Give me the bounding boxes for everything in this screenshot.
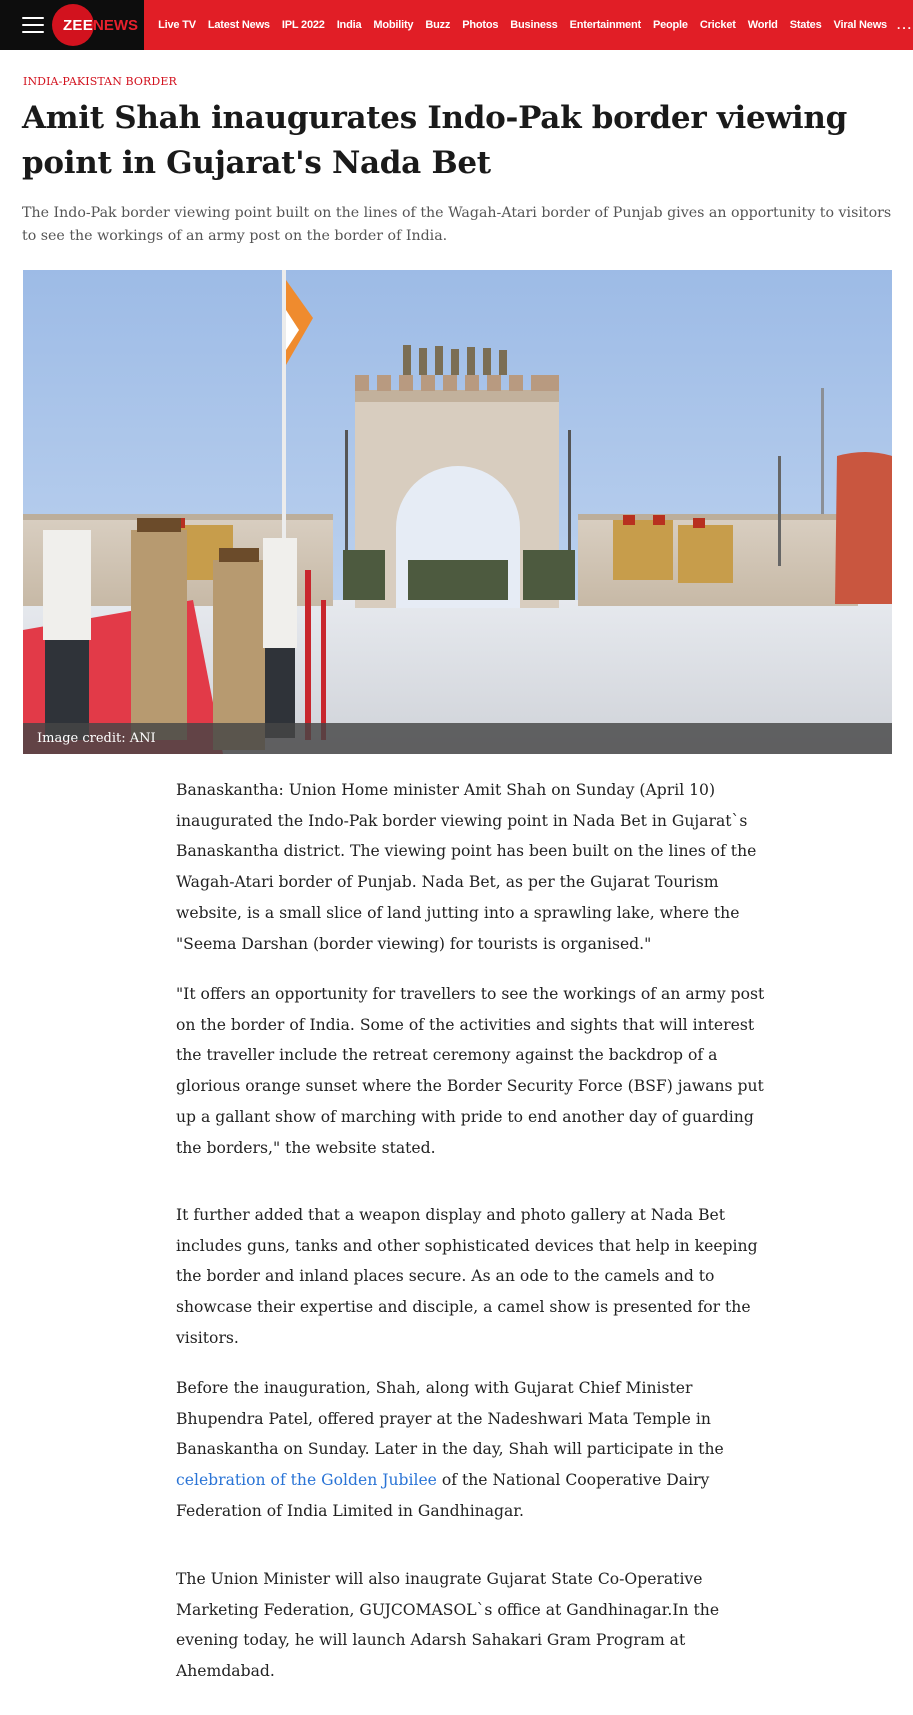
nav-item-latest-news[interactable]: Latest News <box>207 19 270 31</box>
image-caption: Image credit: ANI <box>37 731 156 746</box>
article-paragraph-4 <box>176 1373 766 1527</box>
nav-item-buzz[interactable]: Buzz <box>425 19 451 31</box>
border-ceremony-illustration <box>23 270 892 754</box>
article-paragraph-2: "It offers an opportunity for travellers to see the workings of an army post on the border of India. Some of the activities and sights that will interest the traveller include the retreat ceremony against the backdrop of a glorious orange sunset where the Border Security Force (BSF) jawans put up a gallant show of marching with pride to end another day of guarding the borders," the website stated. <box>176 985 765 1157</box>
nav-item-ipl-2022[interactable]: IPL 2022 <box>281 19 325 31</box>
site-header <box>0 0 913 50</box>
nav-item-world[interactable]: World <box>747 19 778 31</box>
hamburger-menu-icon[interactable] <box>22 17 44 33</box>
zee-news-logo[interactable] <box>52 0 138 50</box>
main-nav <box>144 0 913 50</box>
nav-item-cricket[interactable]: Cricket <box>699 19 736 31</box>
header-brand-area <box>0 0 144 50</box>
nav-more-menu[interactable]: ... <box>896 18 913 32</box>
article-paragraph-1: Banaskantha: Union Home minister Amit Shah on Sunday (April 10) inaugurated the Indo-Pak border viewing point in Nada Bet in Gujarat`s Banaskantha district. The viewing point has been built on the lines of the Wagah-Atari border of Punjab. Nada Bet, as per the Gujarat Tourism website, is a small slice of land jutting into a sprawling lake, where the "Seema Darshan (border viewing) for tourists is organised." <box>176 781 757 953</box>
logo-news-text: NEWS <box>93 16 138 34</box>
nav-item-business[interactable]: Business <box>510 19 558 31</box>
logo-circle <box>52 4 94 46</box>
nav-item-entertainment[interactable]: Entertainment <box>569 19 641 31</box>
nav-item-live-tv[interactable]: Live TV <box>158 19 196 31</box>
article-paragraph-5: The Union Minister will also inaugrate Gujarat State Co-Operative Marketing Federation, GUJCOMASOL`s office at Gandhinagar.In the evening today, he will launch Adarsh Sahakari Gram Program at Ahemdabad. <box>176 1570 720 1681</box>
paragraph-4-tail: of the National Cooperative Dairy Federation of India Limited in Gandhinagar. <box>176 1471 710 1520</box>
nav-item-india[interactable]: India <box>336 19 362 31</box>
logo-zee-text: ZEE <box>62 16 94 34</box>
nav-item-states[interactable]: States <box>789 19 822 31</box>
article-summary: The Indo-Pak border viewing point built on the lines of the Wagah-Atari border of Punjab gives an opportunity to visitors to see the workings of an army post on the border of India. <box>22 205 892 244</box>
nav-item-viral-news[interactable]: Viral News <box>833 19 887 31</box>
nav-item-mobility[interactable]: Mobility <box>373 19 414 31</box>
image-caption-bar <box>23 723 892 754</box>
article-hero-image <box>23 270 892 754</box>
article-paragraph-3: It further added that a weapon display and photo gallery at Nada Bet includes guns, tanks and other sophisticated devices that help in keeping the border and inland places secure. As an ode to the camels and to showcase their expertise and disciple, a camel show is presented for the visitors. <box>176 1206 758 1347</box>
paragraph-4-lead: Before the inauguration, Shah, along with Gujarat Chief Minister Bhupendra Patel, offered prayer at the Nadeshwari Mata Temple in Banaskantha on Sunday. Later in the day, Shah will participate in the <box>176 1379 724 1459</box>
nav-item-photos[interactable]: Photos <box>462 19 499 31</box>
golden-jubilee-link[interactable]: celebration of the Golden Jubilee <box>176 1471 437 1490</box>
article-title: Amit Shah inaugurates Indo-Pak border viewing point in Gujarat's Nada Bet <box>22 100 847 181</box>
article-category[interactable]: INDIA-PAKISTAN BORDER <box>23 75 177 88</box>
nav-item-people[interactable]: People <box>652 19 688 31</box>
